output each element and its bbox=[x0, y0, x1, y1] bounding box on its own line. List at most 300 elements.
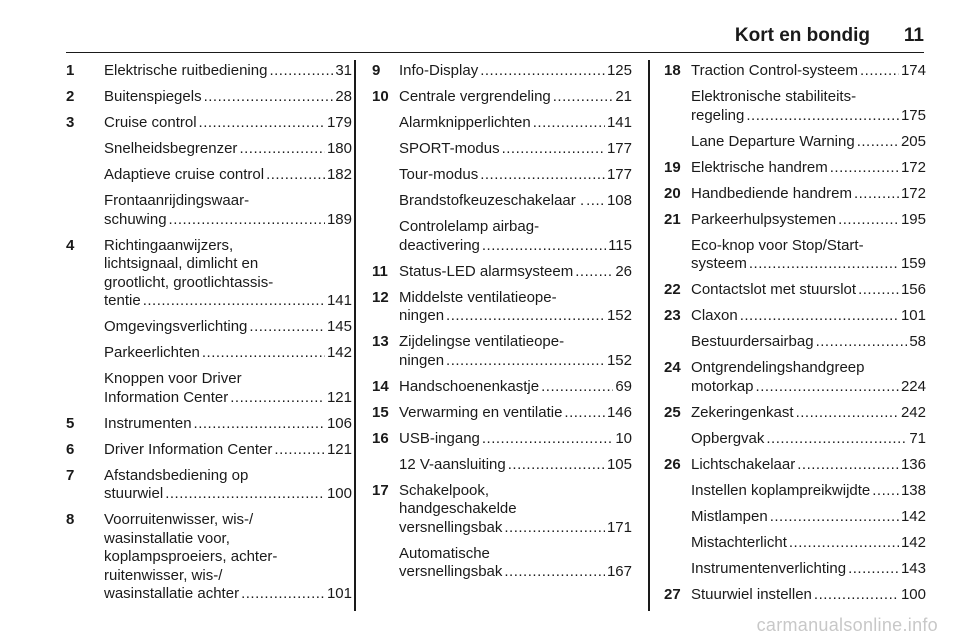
dot-leader bbox=[830, 159, 899, 178]
entry-label: Bestuurdersairbag bbox=[691, 333, 814, 350]
dot-leader bbox=[541, 378, 613, 397]
page-reference: 136 bbox=[900, 455, 926, 473]
entry-label: Snelheidsbegrenzer bbox=[104, 140, 238, 157]
item-number: 15 bbox=[372, 403, 389, 421]
page-reference: 224 bbox=[900, 377, 926, 395]
page-reference: 108 bbox=[606, 192, 632, 209]
page-reference: 171 bbox=[606, 518, 632, 536]
index-entry bbox=[664, 456, 926, 475]
entry-label: regeling bbox=[691, 106, 745, 124]
page-reference: 182 bbox=[326, 166, 352, 183]
entry-text-line: Eco-knop voor Stop/Start- bbox=[691, 236, 864, 254]
page-reference: 71 bbox=[909, 429, 926, 447]
dot-leader bbox=[553, 88, 614, 107]
index-entry bbox=[664, 237, 926, 274]
dot-leader bbox=[165, 485, 325, 504]
entry-label: Brandstofkeuzeschakelaar . bbox=[399, 192, 585, 209]
index-column-1 bbox=[66, 62, 352, 611]
entry-text-line: grootlicht, grootlichtassis- bbox=[104, 273, 274, 291]
index-entry bbox=[664, 534, 926, 553]
dot-leader bbox=[816, 333, 908, 352]
index-entry bbox=[664, 185, 926, 204]
entry-last-line bbox=[104, 114, 352, 133]
page-reference: 172 bbox=[900, 158, 926, 176]
entry-label: Handschoenenkastje bbox=[399, 377, 540, 395]
page-reference: 69 bbox=[615, 377, 632, 395]
page-reference: 125 bbox=[606, 62, 632, 79]
index-entry bbox=[372, 218, 632, 255]
column-divider bbox=[354, 60, 356, 611]
entry-label: Elektrische ruitbediening bbox=[104, 62, 268, 79]
page-reference: 100 bbox=[900, 585, 926, 603]
page-reference: 242 bbox=[900, 403, 926, 421]
dot-leader bbox=[746, 107, 899, 126]
index-entry bbox=[372, 404, 632, 423]
entry-last-line bbox=[104, 344, 352, 363]
item-number: 12 bbox=[372, 288, 389, 306]
dot-leader bbox=[169, 211, 325, 230]
index-entry bbox=[66, 114, 352, 133]
entry-text-line: ruitenwisser, wis-/ bbox=[104, 566, 223, 584]
entry-last-line bbox=[104, 389, 352, 408]
dot-leader bbox=[202, 344, 325, 363]
entry-last-line bbox=[691, 534, 926, 553]
entry-last-line bbox=[399, 62, 632, 81]
index-entry bbox=[66, 192, 352, 229]
entry-label: wasinstallatie achter bbox=[104, 585, 240, 602]
index-entry bbox=[664, 508, 926, 527]
index-entry bbox=[372, 62, 632, 81]
index-entry bbox=[372, 166, 632, 185]
entry-label: stuurwiel bbox=[104, 485, 164, 502]
item-number: 4 bbox=[66, 236, 75, 254]
dot-leader bbox=[766, 430, 907, 449]
item-number: 6 bbox=[66, 440, 75, 458]
entry-label: Zekeringenkast bbox=[691, 403, 794, 421]
entry-label: Elektrische handrem bbox=[691, 158, 828, 176]
entry-label: deactivering bbox=[399, 236, 480, 254]
entry-label: USB-ingang bbox=[399, 429, 480, 447]
dot-leader bbox=[274, 441, 325, 460]
entry-last-line bbox=[399, 114, 632, 133]
page-reference: 31 bbox=[335, 62, 352, 79]
entry-label: versnellingsbak bbox=[399, 518, 503, 536]
dot-leader bbox=[504, 519, 605, 538]
page-reference: 141 bbox=[606, 114, 632, 131]
entry-label: Mistlampen bbox=[691, 507, 768, 525]
entry-last-line bbox=[399, 307, 632, 326]
page-reference: 179 bbox=[326, 114, 352, 131]
entry-last-line bbox=[691, 211, 926, 230]
entry-label: Centrale vergrendeling bbox=[399, 88, 551, 105]
entry-text-line: Frontaanrijdingswaar- bbox=[104, 192, 250, 209]
entry-last-line bbox=[399, 519, 632, 538]
item-number: 16 bbox=[372, 429, 389, 447]
index-entry bbox=[372, 545, 632, 582]
entry-text-line: koplampsproeiers, achter- bbox=[104, 548, 278, 565]
index-entry bbox=[664, 211, 926, 230]
page-reference: 177 bbox=[606, 140, 632, 157]
index-entry bbox=[66, 88, 352, 107]
entry-last-line bbox=[399, 456, 632, 475]
item-number: 20 bbox=[664, 184, 681, 202]
entry-last-line bbox=[691, 159, 926, 178]
index-entry bbox=[66, 370, 352, 407]
page-reference: 26 bbox=[615, 262, 632, 280]
entry-last-line bbox=[104, 292, 352, 311]
entry-text-line: wasinstallatie voor, bbox=[104, 529, 230, 547]
item-number: 25 bbox=[664, 403, 681, 421]
item-number: 14 bbox=[372, 377, 389, 395]
dot-leader bbox=[789, 534, 899, 553]
dot-leader bbox=[482, 237, 606, 256]
page-reference: 121 bbox=[326, 440, 352, 458]
entry-text-line: Automatische bbox=[399, 544, 490, 562]
entry-label: Opbergvak bbox=[691, 429, 765, 447]
entry-last-line bbox=[399, 140, 632, 159]
index-entry bbox=[664, 307, 926, 326]
entry-label: 12 V-aansluiting bbox=[399, 455, 506, 473]
entry-last-line bbox=[691, 255, 926, 274]
entry-text-line: Zijdelingse ventilatieope- bbox=[399, 333, 565, 350]
item-number: 24 bbox=[664, 359, 681, 376]
entry-text-line: Controlelamp airbag- bbox=[399, 218, 540, 235]
index-entry bbox=[664, 560, 926, 579]
dot-leader bbox=[797, 456, 899, 475]
entry-label: Instrumentenverlichting bbox=[691, 559, 847, 577]
item-number: 13 bbox=[372, 333, 389, 350]
entry-last-line bbox=[399, 404, 632, 423]
dot-leader bbox=[858, 281, 899, 300]
dot-leader bbox=[848, 560, 899, 579]
dot-leader bbox=[740, 307, 899, 326]
entry-last-line bbox=[691, 586, 926, 605]
entry-label: Mistachterlicht bbox=[691, 533, 787, 551]
page-reference: 142 bbox=[900, 507, 926, 525]
index-entry bbox=[664, 281, 926, 300]
page-reference: 177 bbox=[606, 166, 632, 183]
index-entry bbox=[66, 441, 352, 460]
page-reference: 101 bbox=[326, 585, 352, 602]
entry-text-line: Schakelpook, bbox=[399, 481, 490, 499]
dot-leader bbox=[770, 508, 899, 527]
index-entry bbox=[664, 333, 926, 352]
entry-label: Parkeerhulpsystemen bbox=[691, 210, 837, 228]
entry-text-line: Voorruitenwisser, wis-/ bbox=[104, 511, 254, 528]
entry-label: ningen bbox=[399, 351, 445, 369]
dot-leader bbox=[269, 62, 333, 81]
page-reference: 142 bbox=[900, 533, 926, 551]
entry-label: Status-LED alarmsysteem bbox=[399, 262, 574, 280]
entry-label: Lichtschakelaar bbox=[691, 455, 796, 473]
entry-last-line bbox=[691, 378, 926, 397]
dot-leader bbox=[241, 585, 325, 604]
page-reference: 142 bbox=[326, 344, 352, 361]
page-reference: 175 bbox=[900, 106, 926, 124]
page-reference: 180 bbox=[326, 140, 352, 157]
dot-leader bbox=[575, 263, 613, 282]
item-number: 19 bbox=[664, 158, 681, 176]
entry-label: Contactslot met stuurslot bbox=[691, 281, 857, 298]
index-entry bbox=[66, 467, 352, 504]
index-entry bbox=[664, 88, 926, 125]
index-entry bbox=[664, 359, 926, 396]
entry-label: tentie bbox=[104, 292, 141, 309]
entry-last-line bbox=[691, 307, 926, 326]
entry-last-line bbox=[691, 281, 926, 300]
page-number: 11 bbox=[903, 25, 924, 46]
item-number: 7 bbox=[66, 466, 75, 484]
item-number: 23 bbox=[664, 307, 681, 324]
entry-label: motorkap bbox=[691, 377, 754, 395]
entry-text-line: Richtingaanwijzers, bbox=[104, 236, 234, 254]
page-reference: 174 bbox=[900, 62, 926, 79]
item-number: 26 bbox=[664, 455, 681, 473]
item-number: 3 bbox=[66, 114, 75, 131]
entry-label: Traction Control-systeem bbox=[691, 62, 858, 79]
page-reference: 28 bbox=[335, 88, 352, 105]
page-reference: 100 bbox=[326, 485, 352, 502]
entry-label: Claxon bbox=[691, 307, 738, 324]
entry-text-line: lichtsignaal, dimlicht en bbox=[104, 255, 259, 272]
page-reference: 121 bbox=[326, 388, 352, 406]
dot-leader bbox=[249, 318, 325, 337]
page-reference: 115 bbox=[608, 236, 632, 254]
entry-last-line bbox=[691, 456, 926, 475]
entry-label: Parkeerlichten bbox=[104, 344, 200, 361]
index-entry bbox=[664, 159, 926, 178]
dot-leader bbox=[533, 114, 605, 133]
entry-last-line bbox=[691, 185, 926, 204]
section-title: Kort en bondig bbox=[734, 25, 870, 46]
entry-last-line bbox=[691, 560, 926, 579]
index-entry bbox=[66, 511, 352, 604]
dot-leader bbox=[446, 307, 605, 326]
entry-label: Cruise control bbox=[104, 114, 197, 131]
index-entry bbox=[66, 140, 352, 159]
item-number: 5 bbox=[66, 414, 75, 432]
entry-last-line bbox=[104, 318, 352, 337]
page-reference: 105 bbox=[606, 455, 632, 473]
index-entry bbox=[664, 62, 926, 81]
entry-last-line bbox=[691, 333, 926, 352]
index-entry bbox=[372, 114, 632, 133]
item-number: 17 bbox=[372, 481, 389, 499]
index-entry bbox=[664, 404, 926, 423]
entry-last-line bbox=[399, 563, 632, 582]
dot-leader bbox=[446, 352, 605, 371]
page-reference: 159 bbox=[900, 255, 926, 272]
index-column-3 bbox=[664, 62, 926, 612]
entry-label: Tour-modus bbox=[399, 166, 479, 183]
index-entry bbox=[66, 318, 352, 337]
entry-label: schuwing bbox=[104, 210, 167, 228]
dot-leader bbox=[796, 404, 899, 423]
entry-last-line bbox=[691, 508, 926, 527]
item-number: 2 bbox=[66, 88, 75, 105]
page-reference: 172 bbox=[900, 184, 926, 202]
dot-leader bbox=[586, 192, 605, 211]
entry-text-line: Knoppen voor Driver bbox=[104, 370, 242, 387]
index-entry bbox=[372, 378, 632, 397]
index-entry bbox=[664, 430, 926, 449]
item-number: 11 bbox=[372, 262, 388, 280]
dot-leader bbox=[194, 415, 325, 434]
entry-last-line bbox=[399, 378, 632, 397]
page-reference: 21 bbox=[615, 88, 632, 105]
entry-label: systeem bbox=[691, 255, 747, 272]
index-entry bbox=[66, 166, 352, 185]
entry-last-line bbox=[691, 482, 926, 501]
page-reference: 10 bbox=[615, 429, 632, 447]
item-number: 1 bbox=[66, 62, 75, 79]
entry-label: Handbediende handrem bbox=[691, 184, 852, 202]
entry-last-line bbox=[399, 237, 632, 256]
dot-leader bbox=[838, 211, 899, 230]
column-divider bbox=[648, 60, 650, 611]
entry-label: Omgevingsverlichting bbox=[104, 318, 248, 335]
dot-leader bbox=[857, 133, 899, 152]
entry-last-line bbox=[691, 133, 926, 152]
dot-leader bbox=[239, 140, 325, 159]
index-entry bbox=[664, 586, 926, 605]
item-number: 18 bbox=[664, 62, 681, 79]
item-number: 9 bbox=[372, 62, 381, 79]
dot-leader bbox=[564, 404, 605, 423]
dot-leader bbox=[204, 88, 334, 107]
entry-text-line: Afstandsbediening op bbox=[104, 466, 249, 484]
page-header bbox=[66, 22, 924, 53]
entry-last-line bbox=[399, 352, 632, 371]
entry-last-line bbox=[104, 140, 352, 159]
index-entry bbox=[66, 62, 352, 81]
entry-label: Lane Departure Warning bbox=[691, 132, 855, 150]
page-reference: 143 bbox=[900, 559, 926, 577]
entry-text-line: handgeschakelde bbox=[399, 500, 517, 517]
entry-last-line bbox=[104, 585, 352, 604]
page-reference: 152 bbox=[606, 307, 632, 324]
dot-leader bbox=[860, 62, 899, 81]
dot-leader bbox=[756, 378, 899, 397]
entry-last-line bbox=[691, 107, 926, 126]
entry-label: Driver Information Center bbox=[104, 440, 273, 458]
entry-last-line bbox=[104, 166, 352, 185]
index-entry bbox=[372, 192, 632, 211]
entry-last-line bbox=[104, 211, 352, 230]
dot-leader bbox=[508, 456, 605, 475]
page-reference: 189 bbox=[326, 210, 352, 228]
index-entry bbox=[372, 263, 632, 282]
page-reference: 138 bbox=[900, 481, 926, 499]
dot-leader bbox=[482, 430, 613, 449]
entry-last-line bbox=[399, 263, 632, 282]
page-reference: 146 bbox=[606, 403, 632, 421]
dot-leader bbox=[872, 482, 899, 501]
page-reference: 141 bbox=[326, 292, 352, 309]
index-column-2 bbox=[372, 62, 632, 589]
entry-last-line bbox=[691, 430, 926, 449]
index-entry bbox=[372, 456, 632, 475]
index-entry bbox=[66, 237, 352, 311]
entry-label: Alarmknipperlichten bbox=[399, 114, 531, 131]
entry-last-line bbox=[691, 62, 926, 81]
entry-last-line bbox=[399, 192, 632, 211]
dot-leader bbox=[749, 255, 899, 274]
entry-text-line: Ontgrendelingshandgreep bbox=[691, 359, 865, 376]
dot-leader bbox=[143, 292, 325, 311]
dot-leader bbox=[480, 62, 605, 81]
dot-leader bbox=[199, 114, 325, 133]
dot-leader bbox=[814, 586, 899, 605]
item-number: 10 bbox=[372, 88, 389, 105]
page-reference: 152 bbox=[606, 351, 632, 369]
dot-leader bbox=[230, 389, 325, 408]
index-entry bbox=[372, 482, 632, 538]
entry-label: Verwarming en ventilatie bbox=[399, 403, 563, 421]
index-entry bbox=[66, 344, 352, 363]
dot-leader bbox=[502, 140, 605, 159]
item-number: 22 bbox=[664, 281, 681, 298]
dot-leader bbox=[854, 185, 899, 204]
index-entry bbox=[372, 333, 632, 370]
page-reference: 167 bbox=[606, 563, 632, 580]
page-reference: 156 bbox=[900, 281, 926, 298]
index-entry bbox=[372, 88, 632, 107]
index-entry bbox=[664, 133, 926, 152]
entry-label: Instrumenten bbox=[104, 414, 192, 432]
index-entry bbox=[664, 482, 926, 501]
entry-last-line bbox=[104, 485, 352, 504]
page-reference: 195 bbox=[900, 210, 926, 228]
page-reference: 101 bbox=[900, 307, 926, 324]
entry-last-line bbox=[399, 166, 632, 185]
dot-leader bbox=[266, 166, 325, 185]
entry-last-line bbox=[104, 62, 352, 81]
index-entry bbox=[372, 430, 632, 449]
entry-label: Information Center bbox=[104, 388, 229, 406]
entry-label: Adaptieve cruise control bbox=[104, 166, 265, 183]
item-number: 27 bbox=[664, 585, 681, 603]
item-number: 21 bbox=[664, 210, 681, 228]
entry-text-line: Elektronische stabiliteits- bbox=[691, 88, 857, 105]
entry-last-line bbox=[691, 404, 926, 423]
page-reference: 145 bbox=[326, 318, 352, 335]
item-number: 8 bbox=[66, 511, 75, 528]
page-reference: 58 bbox=[909, 333, 926, 350]
entry-label: Buitenspiegels bbox=[104, 88, 202, 105]
entry-label: Info-Display bbox=[399, 62, 479, 79]
entry-label: Instellen koplampreikwijdte bbox=[691, 481, 871, 499]
entry-last-line bbox=[104, 441, 352, 460]
page-reference: 205 bbox=[900, 132, 926, 150]
page-reference: 106 bbox=[326, 414, 352, 432]
entry-last-line bbox=[104, 415, 352, 434]
dot-leader bbox=[504, 563, 605, 582]
index-entry bbox=[372, 140, 632, 159]
entry-label: Stuurwiel instellen bbox=[691, 585, 812, 603]
entry-last-line bbox=[104, 88, 352, 107]
entry-label: versnellingsbak bbox=[399, 563, 503, 580]
index-entry bbox=[66, 415, 352, 434]
entry-label: ningen bbox=[399, 307, 445, 324]
entry-last-line bbox=[399, 430, 632, 449]
entry-last-line bbox=[399, 88, 632, 107]
dot-leader bbox=[480, 166, 605, 185]
watermark: carmanualsonline.info bbox=[756, 615, 938, 635]
entry-label: SPORT-modus bbox=[399, 140, 500, 157]
index-entry bbox=[372, 289, 632, 326]
entry-text-line: Middelste ventilatieope- bbox=[399, 288, 557, 306]
